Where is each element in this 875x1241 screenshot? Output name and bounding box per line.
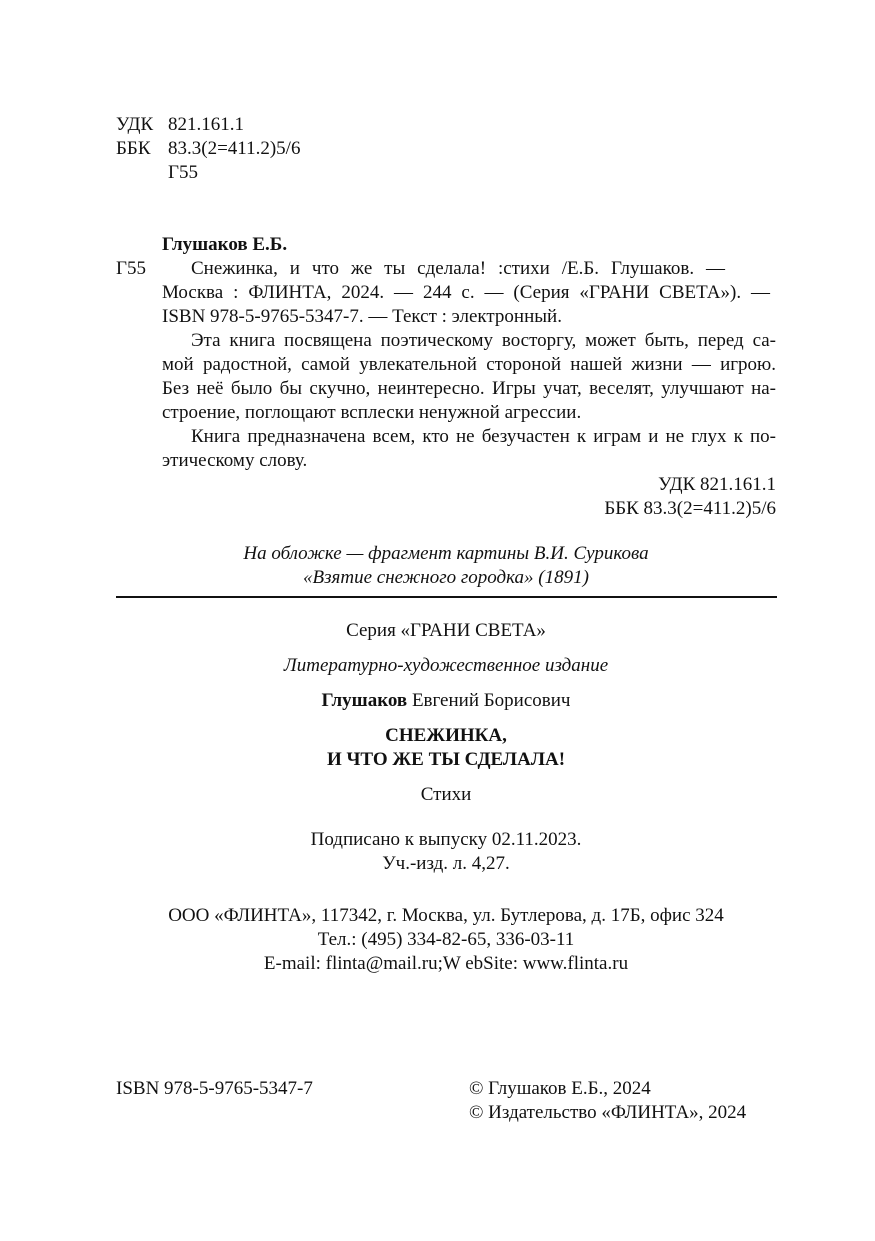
book-title-line1: СНЕЖИНКА, [385, 725, 507, 746]
divider-rule [116, 596, 777, 598]
bbk-label: ББК [116, 138, 151, 159]
cover-note-line2: «Взятие снежного городка» (1891) [303, 567, 589, 588]
genre: Стихи [420, 784, 472, 805]
author-mark: Г55 [116, 258, 146, 279]
author-mark-top: Г55 [168, 162, 198, 183]
bbk-right: ББК 83.3(2=411.2)5/6 [604, 498, 776, 519]
publisher-address: ООО «ФЛИНТА», 117342, г. Москва, ул. Бутлерова, д. 17Б, офис 324 [168, 905, 724, 926]
annotation1-line3: Без неё было бы скучно, неинтересно. Игры учат, веселят, улучшают на- [162, 378, 776, 399]
udk-label: УДК [116, 114, 154, 135]
annotation1-line1: Эта книга посвящена поэтическому восторгу, может быть, перед са- [191, 330, 776, 351]
edition-type: Литературно-художественное издание [283, 655, 609, 676]
author-surname: Глушаков [321, 690, 408, 711]
udk-value: 821.161.1 [168, 114, 244, 135]
author-full-name [116, 689, 776, 713]
record-title-line2: Москва : ФЛИНТА, 2024. — 244 с. — (Серия «ГРАНИ СВЕТА»). — [162, 282, 770, 303]
annotation1-line2: мой радостной, самой увлекательной стороной нашей жизни — игрою. [162, 354, 776, 375]
udk-right: УДК 821.161.1 [658, 474, 776, 495]
copyright-publisher: © Издательство «ФЛИНТА», 2024 [469, 1102, 747, 1123]
author-given-name: Евгений Борисович [411, 690, 571, 711]
series: Серия «ГРАНИ СВЕТА» [346, 620, 546, 641]
bbk-value: 83.3(2=411.2)5/6 [168, 138, 301, 159]
publisher-sheets: Уч.-изд. л. 4,27. [382, 853, 510, 874]
annotation2-line2: этическому слову. [162, 450, 308, 471]
publisher-email-web: E-mail: flinta@mail.ru;W ebSite: www.flinta.ru [263, 953, 629, 974]
book-title-line2: И ЧТО ЖЕ ТЫ СДЕЛАЛА! [326, 749, 566, 770]
publisher-phone: Тел.: (495) 334-82-65, 336-03-11 [317, 929, 575, 950]
cover-note-line1: На обложке — фрагмент картины В.И. Сурикова [243, 543, 649, 564]
annotation1-line4: строение, поглощают всплески ненужной агрессии. [162, 402, 582, 423]
copyright-author: © Глушаков Е.Б., 2024 [469, 1078, 651, 1099]
record-title-line3: ISBN 978-5-9765-5347-7. — Текст : электронный. [162, 306, 562, 327]
signed-date: Подписано к выпуску 02.11.2023. [310, 829, 582, 850]
author-heading: Глушаков Е.Б. [162, 234, 288, 255]
record-title-line1: Снежинка, и что же ты сделала! :стихи /Е.Б. Глушаков. — [191, 258, 725, 279]
footer-isbn: ISBN 978-5-9765-5347-7 [116, 1078, 313, 1099]
annotation2-line1: Книга предназначена всем, кто не безучастен к играм и не глух к по- [191, 426, 776, 447]
